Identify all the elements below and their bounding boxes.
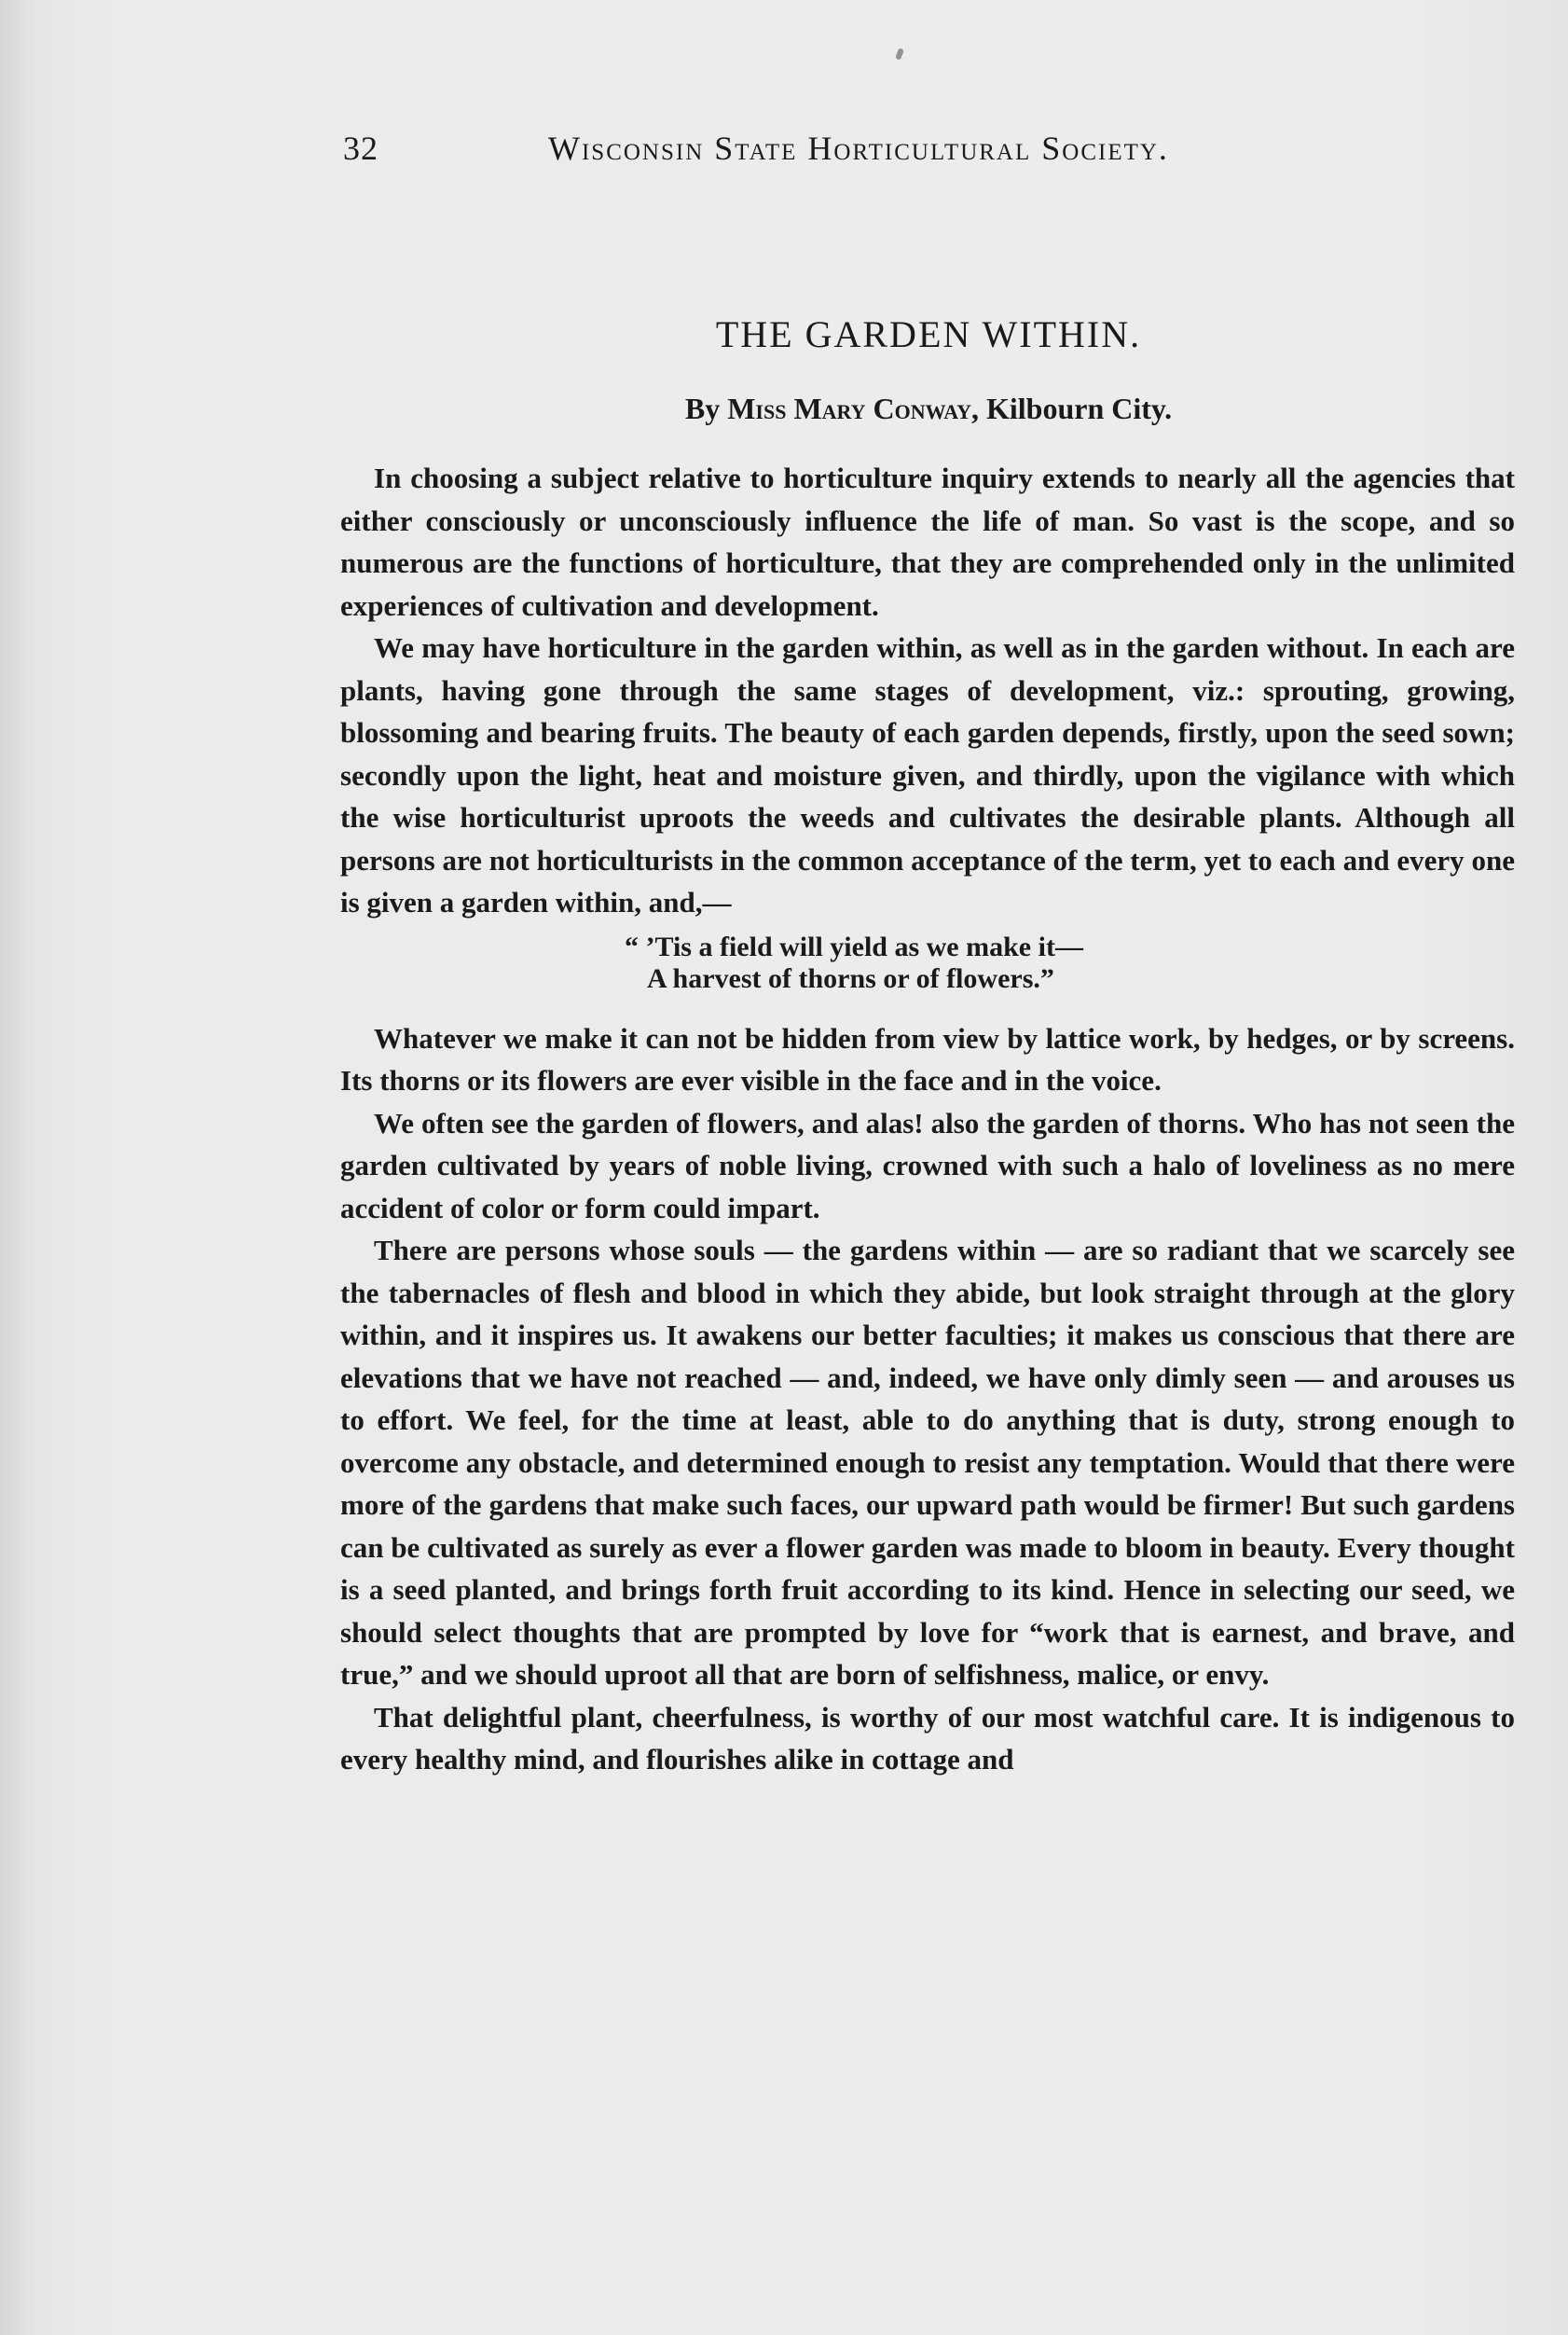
author-name: Miss Mary Conway bbox=[727, 392, 971, 425]
quoted-verse bbox=[340, 932, 1515, 995]
running-header bbox=[343, 129, 1331, 173]
verse-line-2: A harvest of thorns or of flowers.” bbox=[647, 962, 1054, 994]
paragraph-5: There are persons whose souls — the gardens within — are so radiant that we scarcely see the tabernacles of flesh and blood in which they abide, but look straight through at the glory within, and it inspires us. It awakens our better faculties; it makes us conscious that there are elevations that we have not reached — and, indeed, we have only dimly seen — and arouses us to effort. We feel, for the time at least, able to do anything that is duty, strong enough to overcome any obstacle, and determined enough to resist any temptation. Would that there were more of the gardens that make such faces, our upward path would be firmer! But such gardens can be cultivated as surely as ever a flower garden was made to bloom in beauty. Every thought is a seed planted, and brings forth fruit according to its kind. Hence in selecting our seed, we should select thoughts that are prompted by love for “work that is earnest, and brave, and true,” and we should uproot all that are born of selfishness, malice, or envy. bbox=[340, 1234, 1515, 1691]
paragraph-6: That delightful plant, cheerfulness, is worthy of our most watchful care. It is indigenous to every healthy mind, and flourishes alike in cottage and bbox=[340, 1700, 1515, 1775]
paragraph-2: We may have horticulture in the garden within, as well as in the garden without. In each are plants, having gone through the same stages of development, viz.: sprouting, growing, blossoming and bearing fruits. The beauty of each garden depends, firstly, upon the seed sown; secondly upon the light, heat and moisture given, and thirdly, upon the vigilance with which the wise horticulturist uproots the weeds and cultivates the desirable plants. Although all persons are not horticulturists in the common acceptance of the term, yet to each and every one is given a garden within, and,— bbox=[340, 631, 1515, 919]
author-location: , Kilbourn City. bbox=[970, 392, 1173, 425]
article-title: THE GARDEN WITHIN. bbox=[715, 313, 1142, 355]
article-body bbox=[340, 457, 1515, 1781]
paragraph-1: In choosing a subject relative to horticulture inquiry extends to nearly all the agencies that either consciously or unconsciously influence the life of man. So vast is the scope, and so numerous are the functions of horticulture, that they are comprehended only in the unlimited experiences of cultivation and development. bbox=[340, 462, 1515, 622]
paragraph-4: We often see the garden of flowers, and alas! also the garden of thorns. Who has not seen the garden cultivated by years of noble living, crowned with such a halo of loveliness as no mere accident of color or form could impart. bbox=[340, 1106, 1515, 1224]
byline-prefix: By bbox=[684, 392, 728, 425]
verse-line-1: “ ’Tis a field will yield as we make it— bbox=[625, 931, 1083, 962]
journal-title: Wisconsin State Horticultural Society. bbox=[548, 130, 1169, 167]
ink-speck bbox=[895, 48, 904, 60]
page-number: 32 bbox=[343, 130, 378, 167]
paragraph-3: Whatever we make it can not be hidden from view by lattice work, by hedges, or by screens. Its thorns or its flowers are ever visible in the face and in the voice. bbox=[340, 1021, 1515, 1097]
byline bbox=[0, 392, 1568, 426]
